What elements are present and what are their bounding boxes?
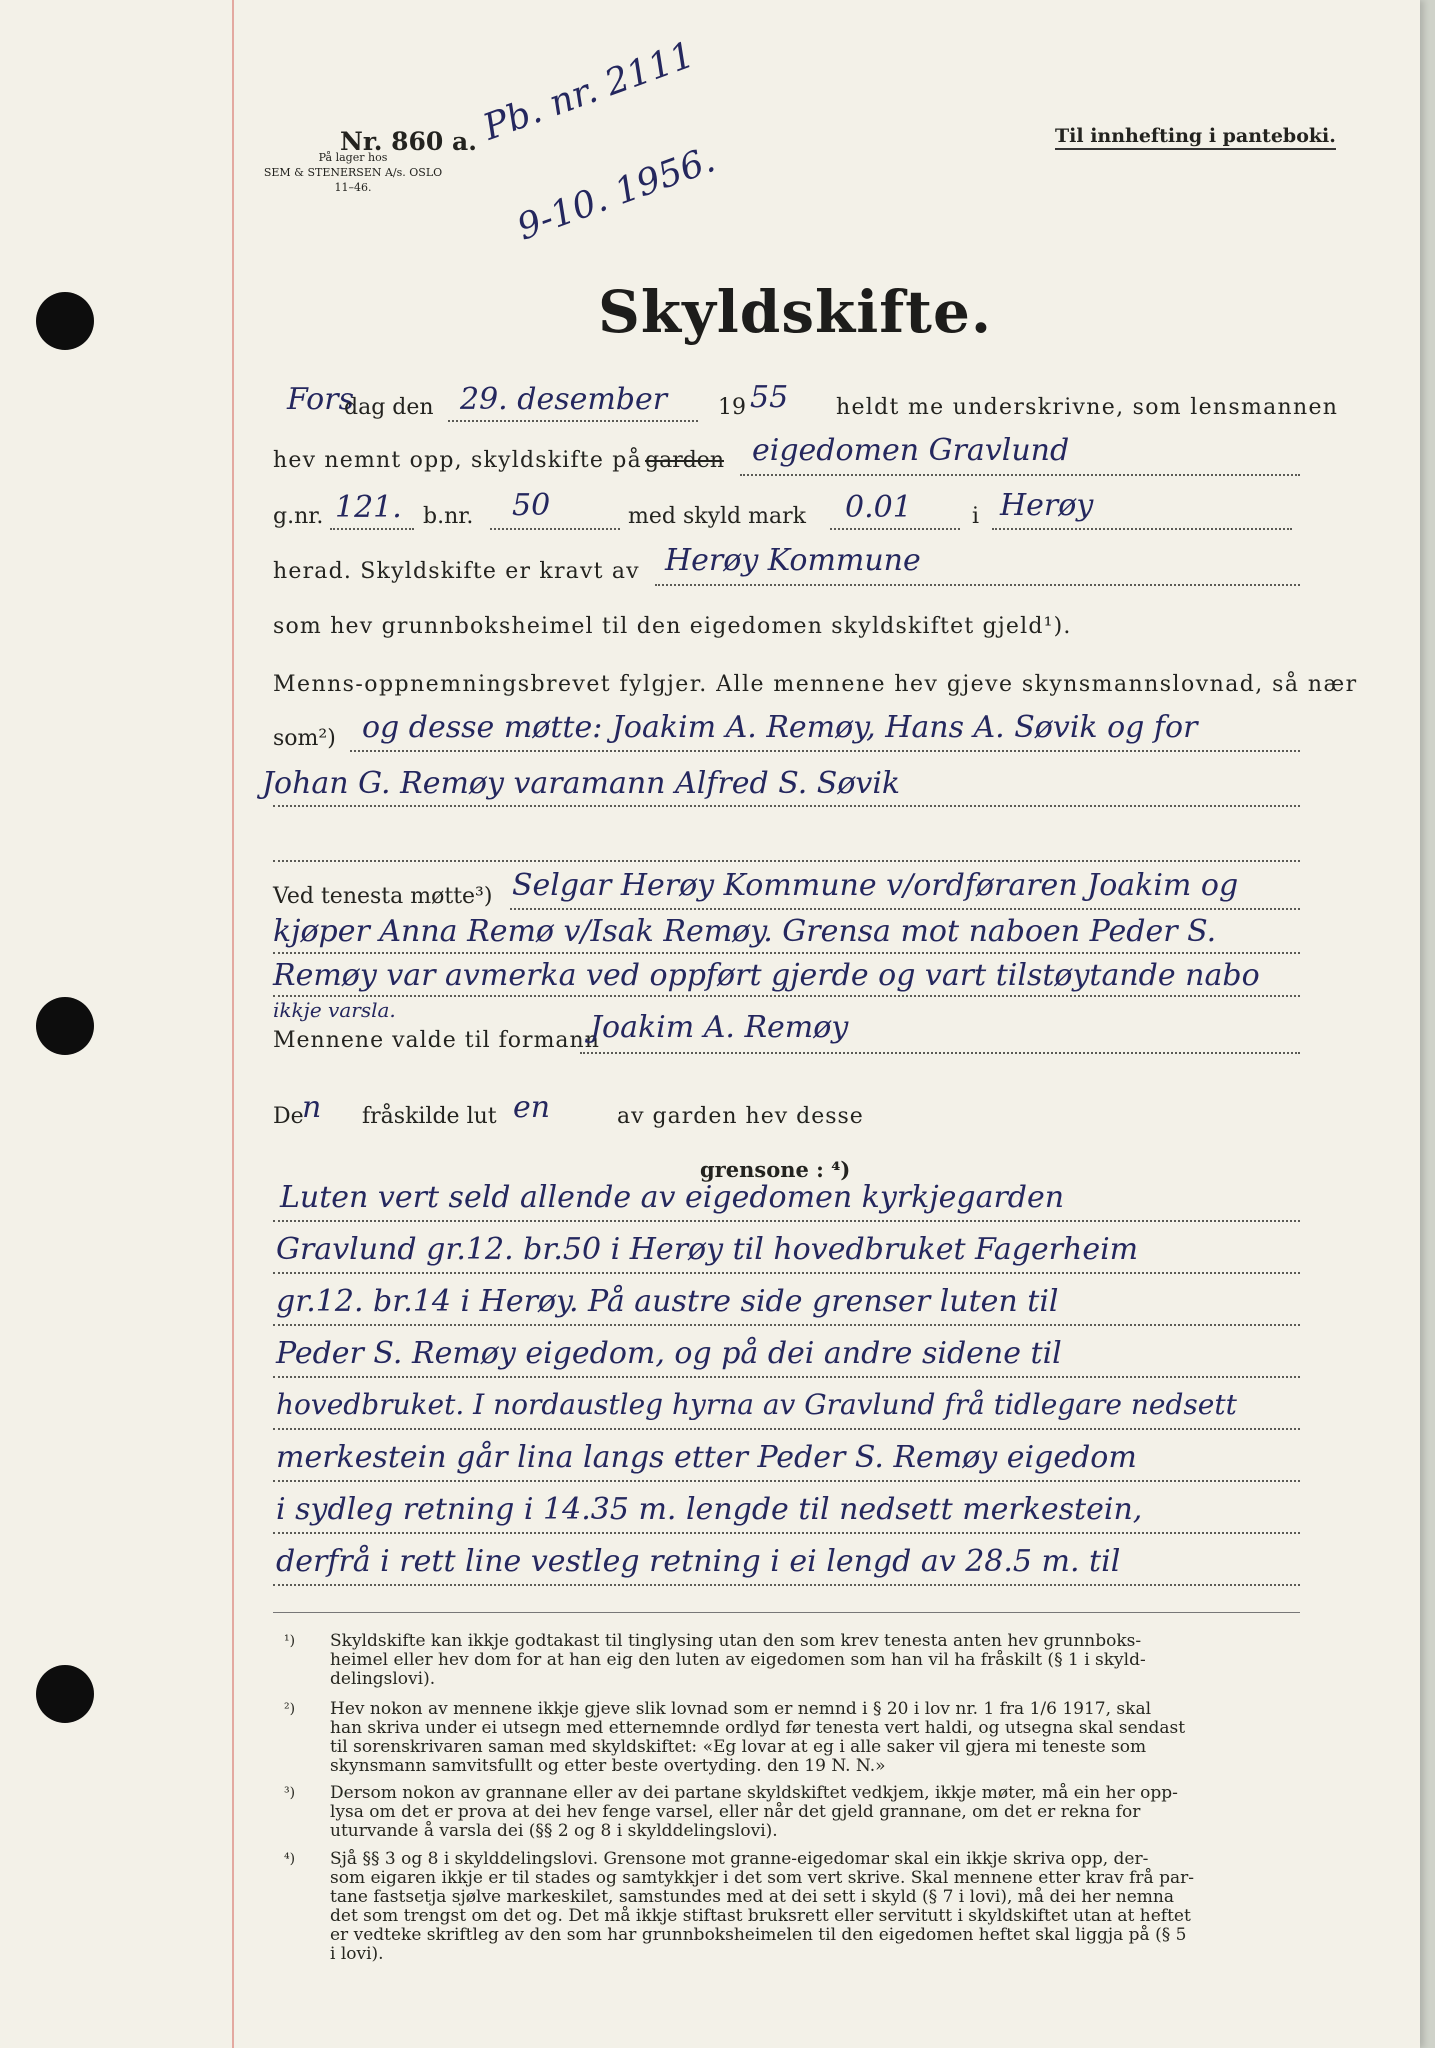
- fill-line: [510, 908, 1300, 910]
- footnote-number: ²): [284, 1701, 296, 1717]
- fill-line: [273, 1480, 1300, 1482]
- page-title: Skyldskifte.: [598, 278, 993, 346]
- hand-property: eigedomen Gravlund: [752, 433, 1070, 468]
- footnote-number: ⁴): [284, 1851, 296, 1867]
- footnote: [284, 1783, 1178, 1841]
- margin-line: [232, 0, 234, 2048]
- fill-line: [273, 1272, 1300, 1274]
- fill-line: [992, 528, 1292, 530]
- hand-year: 55: [750, 380, 789, 415]
- footnote-line: Dersom nokon av grannane eller av dei partane skyldskiftet vedkjem, ikkje møter, må ein her opp-: [330, 1783, 1178, 1803]
- publisher-line: På lager hos: [318, 151, 388, 164]
- stamp-handwritten-line: Pb. nr. 2111: [478, 34, 700, 149]
- grensone-heading: grensone : ⁴): [700, 1157, 851, 1182]
- fill-line: [273, 1428, 1300, 1430]
- fill-line: [273, 1376, 1300, 1378]
- hand-text: kjøper Anna Remø v/Isak Remøy. Grensa mot naboen Peder S.: [273, 914, 1217, 949]
- printed-text: hev nemnt opp, skyldskifte på: [273, 448, 642, 473]
- skyld-value: 0.01: [845, 490, 912, 525]
- printed-text: av garden hev desse: [617, 1104, 864, 1129]
- footnote-line: Sjå §§ 3 og 8 i skylddelingslovi. Grensone mot granne-eigedomar skal ein ikkje skriva opp, der-: [330, 1849, 1149, 1869]
- border-line: Luten vert seld allende av eigedomen kyrkjegarden: [280, 1180, 1065, 1215]
- hand-text: og desse møtte: Joakim A. Remøy, Hans A. Søvik og for: [362, 710, 1198, 745]
- i-label: i: [972, 504, 980, 529]
- footnote-line: som eigaren ikkje er til stades og samtykkjer i det som vert skrive. Skal mennene etter krav frå par-: [330, 1868, 1194, 1888]
- fill-line: [273, 995, 1300, 997]
- printed-text: dag den: [344, 395, 434, 420]
- fill-line: [350, 750, 1300, 752]
- skyld-label: med skyld mark: [628, 504, 806, 529]
- printed-text: De: [273, 1104, 304, 1129]
- fill-line: [273, 952, 1300, 954]
- printed-text: Menns-oppnemningsbrevet fylgjer. Alle mennene hev gjeve skynsmannslovnad, så nær: [273, 672, 1358, 697]
- form-number: Nr. 860 a.: [340, 127, 477, 156]
- hand-date: 29. desember: [460, 382, 668, 417]
- border-line: gr.12. br.14 i Herøy. På austre side grenser luten til: [276, 1284, 1059, 1319]
- hand-text: Selgar Herøy Kommune v/ordføraren Joakim og: [512, 868, 1239, 903]
- hand-place: Fors: [287, 382, 354, 417]
- hand-text: Johan G. Remøy varamann Alfred S. Søvik: [262, 766, 901, 801]
- fill-line: [273, 1532, 1300, 1534]
- struck-text: garden: [645, 448, 724, 473]
- border-line: hovedbruket. I nordaustleg hyrna av Gravlund frå tidlegare nedsett: [276, 1388, 1237, 1421]
- bnr-label: b.nr.: [423, 504, 474, 529]
- border-line: merkestein går lina langs etter Peder S. Remøy eigedom: [276, 1440, 1137, 1475]
- border-line: derfrå i rett line vestleg retning i ei lengd av 28.5 m. til: [276, 1544, 1121, 1579]
- footnote-line: uturvande å varsla dei (§§ 2 og 8 i skylddelingslovi).: [330, 1821, 778, 1841]
- footnote-line: Skyldskifte kan ikkje godtakast til tinglysing utan den som krev tenesta anten hev grunnboks-: [330, 1631, 1142, 1651]
- footnote-line: lysa om det er prova at dei hev fenge varsel, eller når det gjeld grannane, om det er rekna for: [330, 1802, 1141, 1822]
- punch-hole: [36, 1665, 94, 1723]
- printed-text: Ved tenesta møtte³): [273, 884, 493, 909]
- fill-line: [580, 1052, 1300, 1054]
- footnote: [284, 1631, 1146, 1689]
- footnote-line: heimel eller hev dom for at han eig den luten av eigedomen som han vil ha fråskilt (§ 1 i skyld-: [330, 1650, 1146, 1670]
- hand-text: Remøy var avmerka ved oppført gjerde og vart tilstøytande nabo: [273, 958, 1260, 993]
- footnote-line: det som trengst om det og. Det må ikkje stiftast bruksrett eller servitutt i skyldskiftet utan at heftet: [330, 1906, 1191, 1926]
- publisher-line: SEM & STENERSEN A/s. OSLO: [263, 166, 443, 179]
- publisher-line: 11–46.: [334, 181, 372, 194]
- footnote-divider: [273, 1612, 1300, 1613]
- fill-line: [273, 860, 1300, 862]
- fill-line: [330, 528, 414, 530]
- footnote-line: tane fastsetja sjølve markeskilet, samstundes med at dei sett i skyld (§ 7 i lovi), må dei her nemna: [330, 1887, 1174, 1907]
- hand-chairman: Joakim A. Remøy: [590, 1010, 849, 1045]
- footnote-line: til sorenskrivaren saman med skyldskiftet: «Eg lovar at eg i alle saker vil gjera mi teneste som: [330, 1737, 1147, 1757]
- fill-line: [273, 1220, 1300, 1222]
- fill-line: [448, 420, 698, 422]
- punch-hole: [36, 997, 94, 1055]
- gnr-label: g.nr.: [273, 504, 324, 529]
- publisher-info: [258, 150, 448, 195]
- herad-value: Herøy: [1000, 488, 1094, 523]
- border-line: i sydleg retning i 14.35 m. lengde til nedsett merkestein,: [276, 1492, 1143, 1527]
- fill-line: [273, 1584, 1300, 1586]
- border-line: Peder S. Remøy eigedom, og på dei andre sidene til: [276, 1336, 1062, 1371]
- footnote-line: skynsmann samvitsfullt og etter beste overtyding. den 19 N. N.»: [330, 1756, 886, 1776]
- punch-hole: [36, 292, 94, 350]
- fill-line: [273, 1324, 1300, 1326]
- hand-requester: Herøy Kommune: [665, 543, 921, 578]
- footnote-line: delingslovi).: [330, 1669, 436, 1689]
- printed-text: Mennene valde til formann: [273, 1028, 600, 1053]
- stamp-handwritten-line: 9-10. 1956.: [512, 139, 721, 249]
- hand-text: ikkje varsla.: [273, 998, 396, 1022]
- footnote: [284, 1849, 1194, 1964]
- footnote-line: i lovi).: [330, 1944, 384, 1964]
- gnr-value: 121.: [335, 490, 402, 525]
- printed-text: fråskilde lut: [362, 1104, 497, 1129]
- hand-text: en: [513, 1090, 551, 1125]
- printed-text: heldt me underskrivne, som lensmannen: [836, 395, 1339, 420]
- footnote-number: ³): [284, 1785, 296, 1801]
- border-line: Gravlund gr.12. br.50 i Herøy til hovedbruket Fagerheim: [276, 1232, 1139, 1267]
- hand-text: n: [302, 1090, 322, 1125]
- footnote-line: han skriva under ei utsegn med etternemnde ordlyd før tenesta vert haldi, og utsegna skal sendast: [330, 1718, 1186, 1738]
- right-note: Til innhefting i panteboki.: [1055, 125, 1336, 150]
- footnote-line: Hev nokon av mennene ikkje gjeve slik lovnad som er nemnd i § 20 i lov nr. 1 fra 1/6 1917, skal: [330, 1699, 1152, 1719]
- footnote-line: er vedteke skriftleg av den som har grunnboksheimelen til den eigedomen heftet skal liggja på (§ 5: [330, 1925, 1187, 1945]
- fill-line: [830, 528, 960, 530]
- fill-line: [490, 528, 620, 530]
- fill-line: [655, 584, 1300, 586]
- printed-text: 19: [718, 395, 746, 420]
- fill-line: [740, 474, 1300, 476]
- footnote-number: ¹): [284, 1633, 296, 1649]
- printed-text: herad. Skyldskifte er kravt av: [273, 559, 640, 584]
- bnr-value: 50: [512, 488, 551, 523]
- footnote: [284, 1699, 1186, 1776]
- printed-text: som hev grunnboksheimel til den eigedomen skyldskiftet gjeld¹).: [273, 614, 1072, 639]
- printed-text: som²): [273, 726, 336, 751]
- fill-line: [273, 805, 1300, 807]
